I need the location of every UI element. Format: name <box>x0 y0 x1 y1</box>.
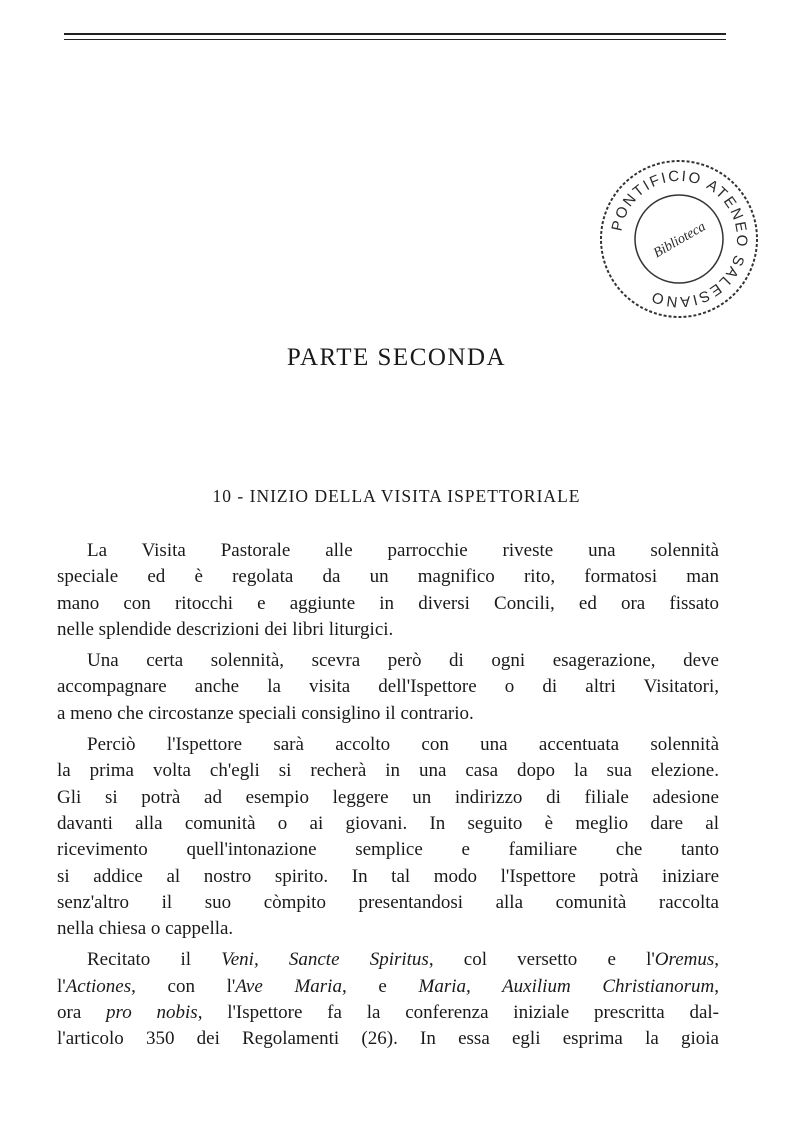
text-line: senz'altro il suo còmpito presentandosi alla comunità raccolta <box>57 891 719 913</box>
text-line: nelle splendide descrizioni dei libri liturgici. <box>57 618 394 640</box>
text-line: davanti alla comunità o ai giovani. In seguito è meglio dare al <box>57 812 719 834</box>
body-text <box>57 538 719 1058</box>
text-line: speciale ed è regolata da un magnifico rito, formatosi man <box>57 566 719 588</box>
text-line: Gli si potrà ad esempio leggere un indirizzo di filiale adesione <box>57 786 719 808</box>
text-line: Perciò l'Ispettore sarà accolto con una accentuata solennità <box>87 734 719 756</box>
text-line: la prima volta ch'egli si recherà in una casa dopo la sua elezione. <box>57 760 719 782</box>
svg-text:PONTIFICIO ATENEO SALESIANO: PONTIFICIO ATENEO SALESIANO <box>608 167 751 311</box>
text-line: accompagnare anche la visita dell'Ispettore o di altri Visitatori, <box>57 676 719 698</box>
text-line: ricevimento quell'intonazione semplice e familiare che tanto <box>57 839 719 861</box>
paragraph <box>57 732 719 942</box>
text-line: nella chiesa o cappella. <box>57 918 234 940</box>
paragraph <box>57 648 719 727</box>
text-line: l'articolo 350 dei Regolamenti (26). In essa egli esprima la gioia <box>57 1028 719 1050</box>
paragraph <box>57 538 719 643</box>
text-line: La Visita Pastorale alle parrocchie riveste una solennità <box>87 540 719 561</box>
text-line: a meno che circostanze speciali consiglino il contrario. <box>57 702 474 724</box>
paragraph <box>57 947 719 1052</box>
text-line: Recitato il Veni, Sancte Spiritus, col versetto e l'Oremus, <box>87 949 719 971</box>
svg-text:Biblioteca: Biblioteca <box>651 219 709 262</box>
text-line: si addice al nostro spirito. In tal modo l'Ispettore potrà iniziare <box>57 865 719 887</box>
text-line: ora pro nobis, l'Ispettore fa la conferenza iniziale prescritta dal- <box>57 1002 719 1024</box>
text-line: mano con ritocchi e aggiunte in diversi Concili, ed ora fissato <box>57 592 719 614</box>
part-title: PARTE SECONDA <box>286 344 507 371</box>
top-rule <box>64 33 726 35</box>
text-line: Una certa solennità, scevra però di ogni esagerazione, deve <box>87 650 719 672</box>
stamp-seal-icon <box>598 158 760 320</box>
library-stamp <box>598 158 760 320</box>
chapter-title: 10 - INIZIO DELLA VISITA ISPETTORIALE <box>212 486 581 506</box>
text-line: l'Actiones, con l'Ave Maria, e Maria, Auxilium Christianorum, <box>57 975 719 997</box>
top-rule-thin <box>64 39 726 40</box>
